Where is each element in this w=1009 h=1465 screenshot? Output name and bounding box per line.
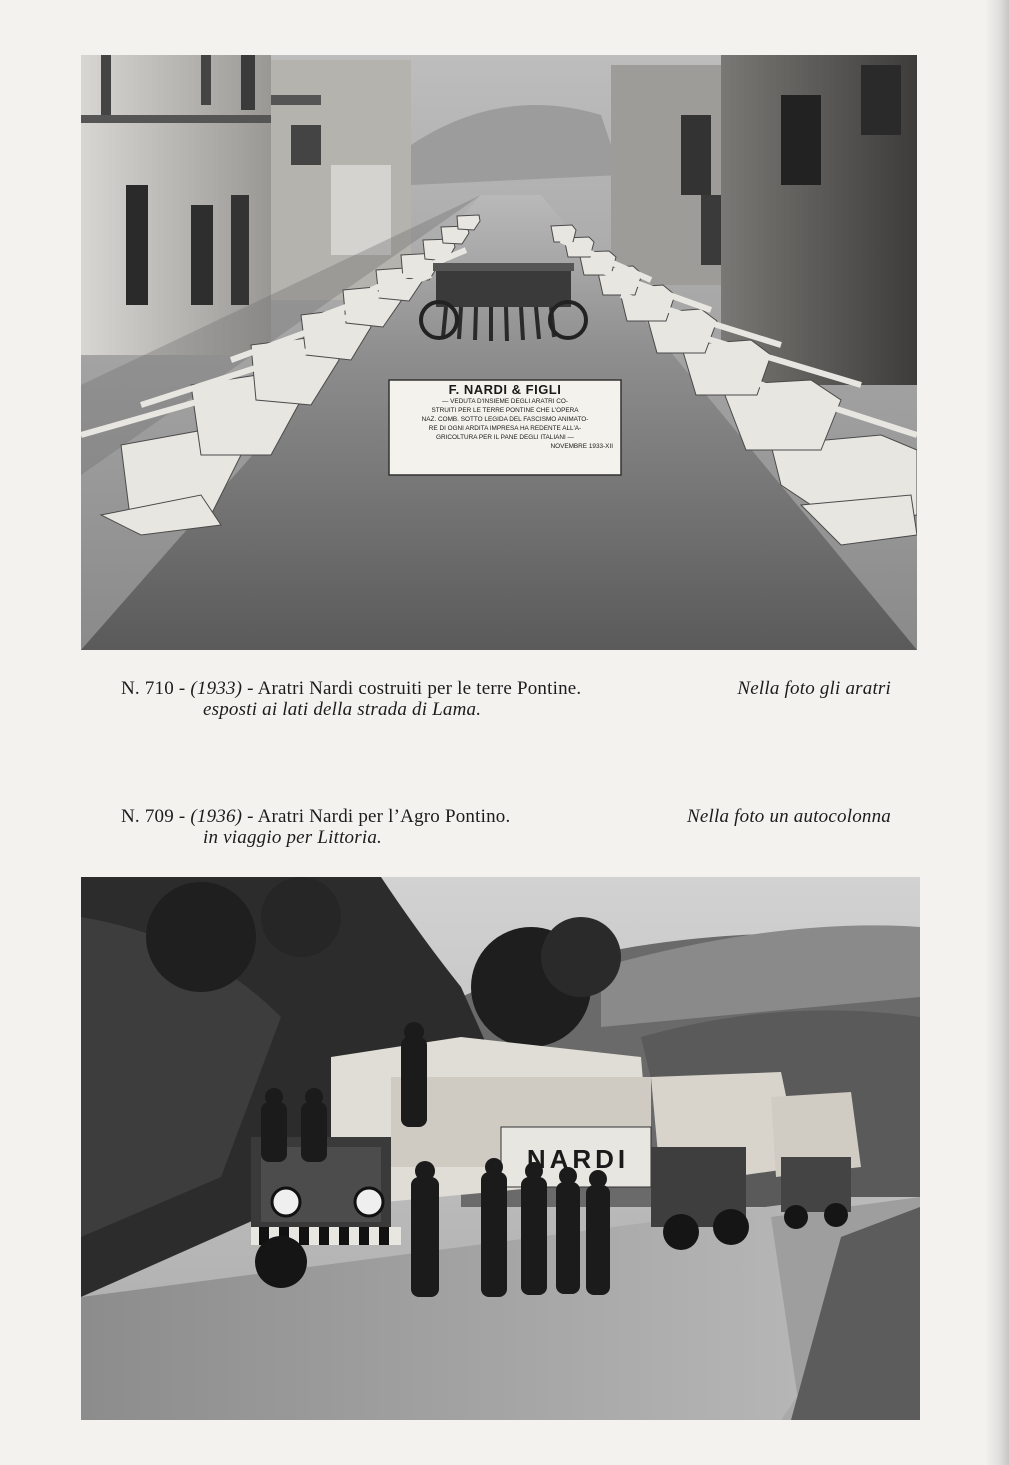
caption-710-text: - Aratri Nardi costruiti per le terre Pontine. — [247, 678, 582, 699]
sign-line-1: — VEDUTA D'INSIEME DEGLI ARATRI CO- — [442, 398, 568, 405]
caption-710-italic-1: Nella foto gli aratri — [737, 678, 891, 699]
caption-710-number: N. 710 - — [121, 678, 186, 699]
sign-date: NOVEMBRE 1933-XII — [550, 443, 613, 450]
caption-709-line-2 — [121, 827, 891, 848]
sign-title: F. NARDI & FIGLI — [448, 382, 562, 397]
caption-710-year: (1933) — [190, 678, 243, 699]
third-truck — [771, 1092, 861, 1229]
caption-709-year: (1936) — [190, 806, 243, 827]
caption-709-italic-1: Nella foto un autocolonna — [687, 806, 891, 827]
sign-text — [391, 382, 619, 473]
caption-709-number: N. 709 - — [121, 806, 186, 827]
caption-709-text: - Aratri Nardi per l’Agro Pontino. — [247, 806, 511, 827]
caption-709-line-1 — [121, 806, 891, 827]
photo-plows-street-image — [81, 55, 917, 650]
photo-truck-convoy-littoria — [81, 877, 920, 1420]
caption-709-italic-2: in viaggio per Littoria. — [203, 827, 382, 848]
sign-line-5: GRICOLTURA PER IL PANE DEGLI ITALIANI — — [436, 434, 574, 441]
caption-710-italic-2: esposti ai lati della strada di Lama. — [203, 699, 482, 720]
caption-710-line-2 — [121, 699, 891, 720]
caption-710-line-1 — [121, 678, 891, 699]
page-edge-shadow — [985, 0, 1009, 1465]
truck-side-lettering: NARDI — [526, 1144, 630, 1174]
sign-line-2: STRUITI PER LE TERRE PONTINE CHE L'OPERA — [431, 407, 579, 414]
photo-truck-convoy-image — [81, 877, 920, 1420]
sign-line-3: NAZ. COMB. SOTTO LEGIDA DEL FASCISMO ANIMATO- — [421, 416, 589, 423]
caption-710 — [121, 678, 891, 720]
photo-plows-street-lama — [81, 55, 917, 650]
sign-line-4: RE DI OGNI ARDITA IMPRESA HA REDENTE ALL'A- — [428, 425, 582, 432]
caption-709 — [121, 806, 891, 848]
